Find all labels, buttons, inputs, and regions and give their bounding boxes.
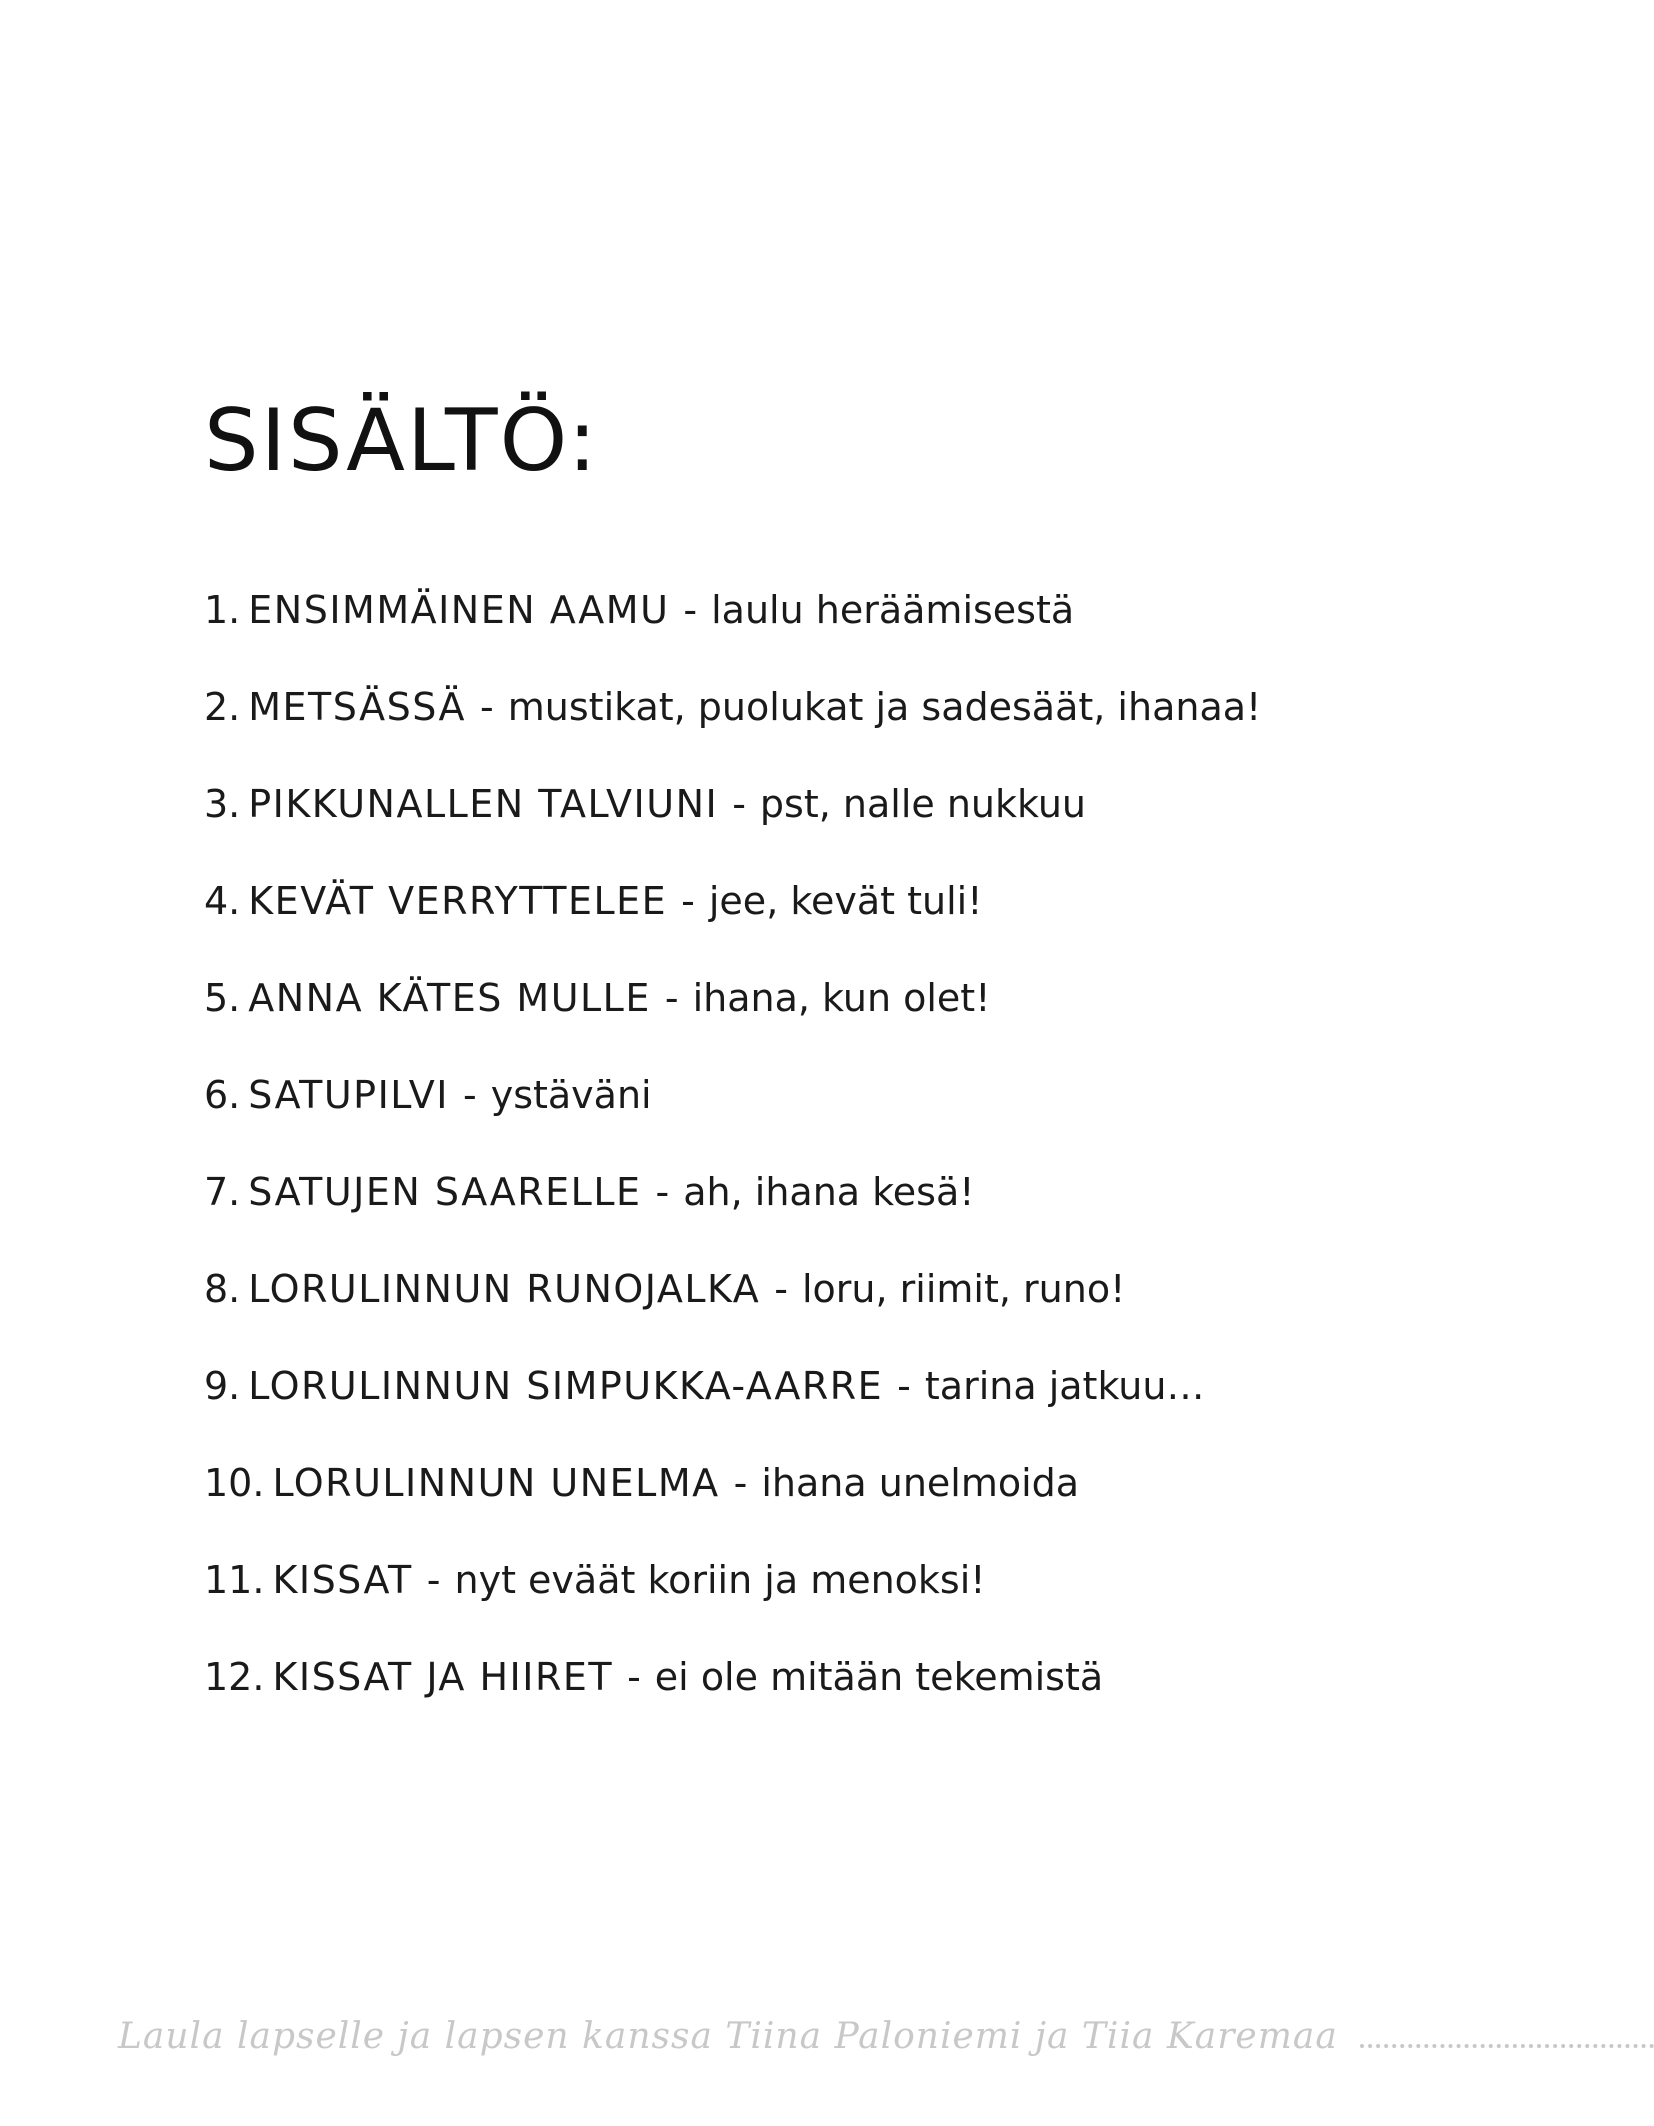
toc-description: ystäväni [490, 1073, 652, 1117]
toc-separator: - [733, 1461, 748, 1505]
toc-song-title: METSÄSSÄ [248, 685, 467, 729]
toc-separator: - [897, 1364, 911, 1408]
toc-item-12 [204, 1653, 1504, 1750]
toc-separator: - [681, 879, 695, 923]
toc-number: 9. [204, 1364, 241, 1408]
toc-song-title: SATUPILVI [248, 1073, 449, 1117]
toc-description: loru, riimit, runo! [801, 1267, 1126, 1311]
toc-item-3 [204, 780, 1504, 877]
toc-separator: - [627, 1655, 641, 1699]
toc-description: ihana unelmoida [761, 1461, 1080, 1505]
toc-number: 4. [204, 879, 241, 923]
toc-separator: - [683, 588, 698, 632]
footer-credit-text: Laula lapselle ja lapsen kanssa Tiina Paloniemi ja Tiia Karemaa [118, 2016, 1338, 2057]
toc-description: tarina jatkuu… [924, 1364, 1205, 1408]
toc-number: 5. [204, 976, 241, 1020]
toc-description: mustikat, puolukat ja sadesäät, ihanaa! [507, 685, 1262, 729]
toc-separator: - [480, 685, 494, 729]
toc-song-title: ENSIMMÄINEN AAMU [248, 588, 670, 632]
toc-number: 1. [204, 588, 241, 632]
toc-item-2 [204, 683, 1504, 780]
toc-item-1 [204, 586, 1504, 683]
toc-item-9 [204, 1362, 1504, 1459]
toc-separator: - [462, 1073, 477, 1117]
toc-song-title: ANNA KÄTES MULLE [248, 976, 651, 1020]
toc-number: 11. [204, 1558, 265, 1602]
toc-separator: - [655, 1170, 670, 1214]
toc-separator: - [774, 1267, 788, 1311]
toc-song-title: LORULINNUN UNELMA [272, 1461, 720, 1505]
toc-item-4 [204, 877, 1504, 974]
toc-description: ei ole mitään tekemistä [654, 1655, 1104, 1699]
toc-number: 10. [204, 1461, 265, 1505]
toc-item-10 [204, 1459, 1504, 1556]
toc-description: laulu heräämisestä [711, 588, 1075, 632]
toc-number: 2. [204, 685, 241, 729]
toc-number: 3. [204, 782, 241, 826]
toc-song-title: LORULINNUN SIMPUKKA-AARRE [248, 1364, 884, 1408]
toc-separator: - [732, 782, 746, 826]
toc-description: pst, nalle nukkuu [759, 782, 1087, 826]
toc-item-8 [204, 1265, 1504, 1362]
toc-number: 12. [204, 1655, 265, 1699]
toc-description: nyt eväät koriin ja menoksi! [454, 1558, 986, 1602]
page-title: SISÄLTÖ: [204, 391, 599, 491]
toc-separator: - [664, 976, 679, 1020]
toc-item-7 [204, 1168, 1504, 1265]
table-of-contents [204, 586, 1504, 1750]
toc-number: 8. [204, 1267, 241, 1311]
toc-song-title: KISSAT JA HIIRET [272, 1655, 614, 1699]
toc-song-title: KEVÄT VERRYTTELEE [248, 879, 668, 923]
page-footer [118, 2002, 1654, 2062]
toc-description: jee, kevät tuli! [708, 879, 983, 923]
toc-number: 6. [204, 1073, 241, 1117]
toc-song-title: PIKKUNALLEN TALVIUNI [248, 782, 719, 826]
toc-number: 7. [204, 1170, 241, 1214]
toc-item-6 [204, 1071, 1504, 1168]
toc-separator: - [426, 1558, 441, 1602]
toc-item-5 [204, 974, 1504, 1071]
toc-description: ihana, kun olet! [692, 976, 991, 1020]
toc-item-11 [204, 1556, 1504, 1653]
toc-song-title: SATUJEN SAARELLE [248, 1170, 642, 1214]
footer-dotted-leader [1360, 2044, 1654, 2048]
toc-song-title: LORULINNUN RUNOJALKA [248, 1267, 761, 1311]
toc-description: ah, ihana kesä! [683, 1170, 975, 1214]
toc-song-title: KISSAT [272, 1558, 413, 1602]
